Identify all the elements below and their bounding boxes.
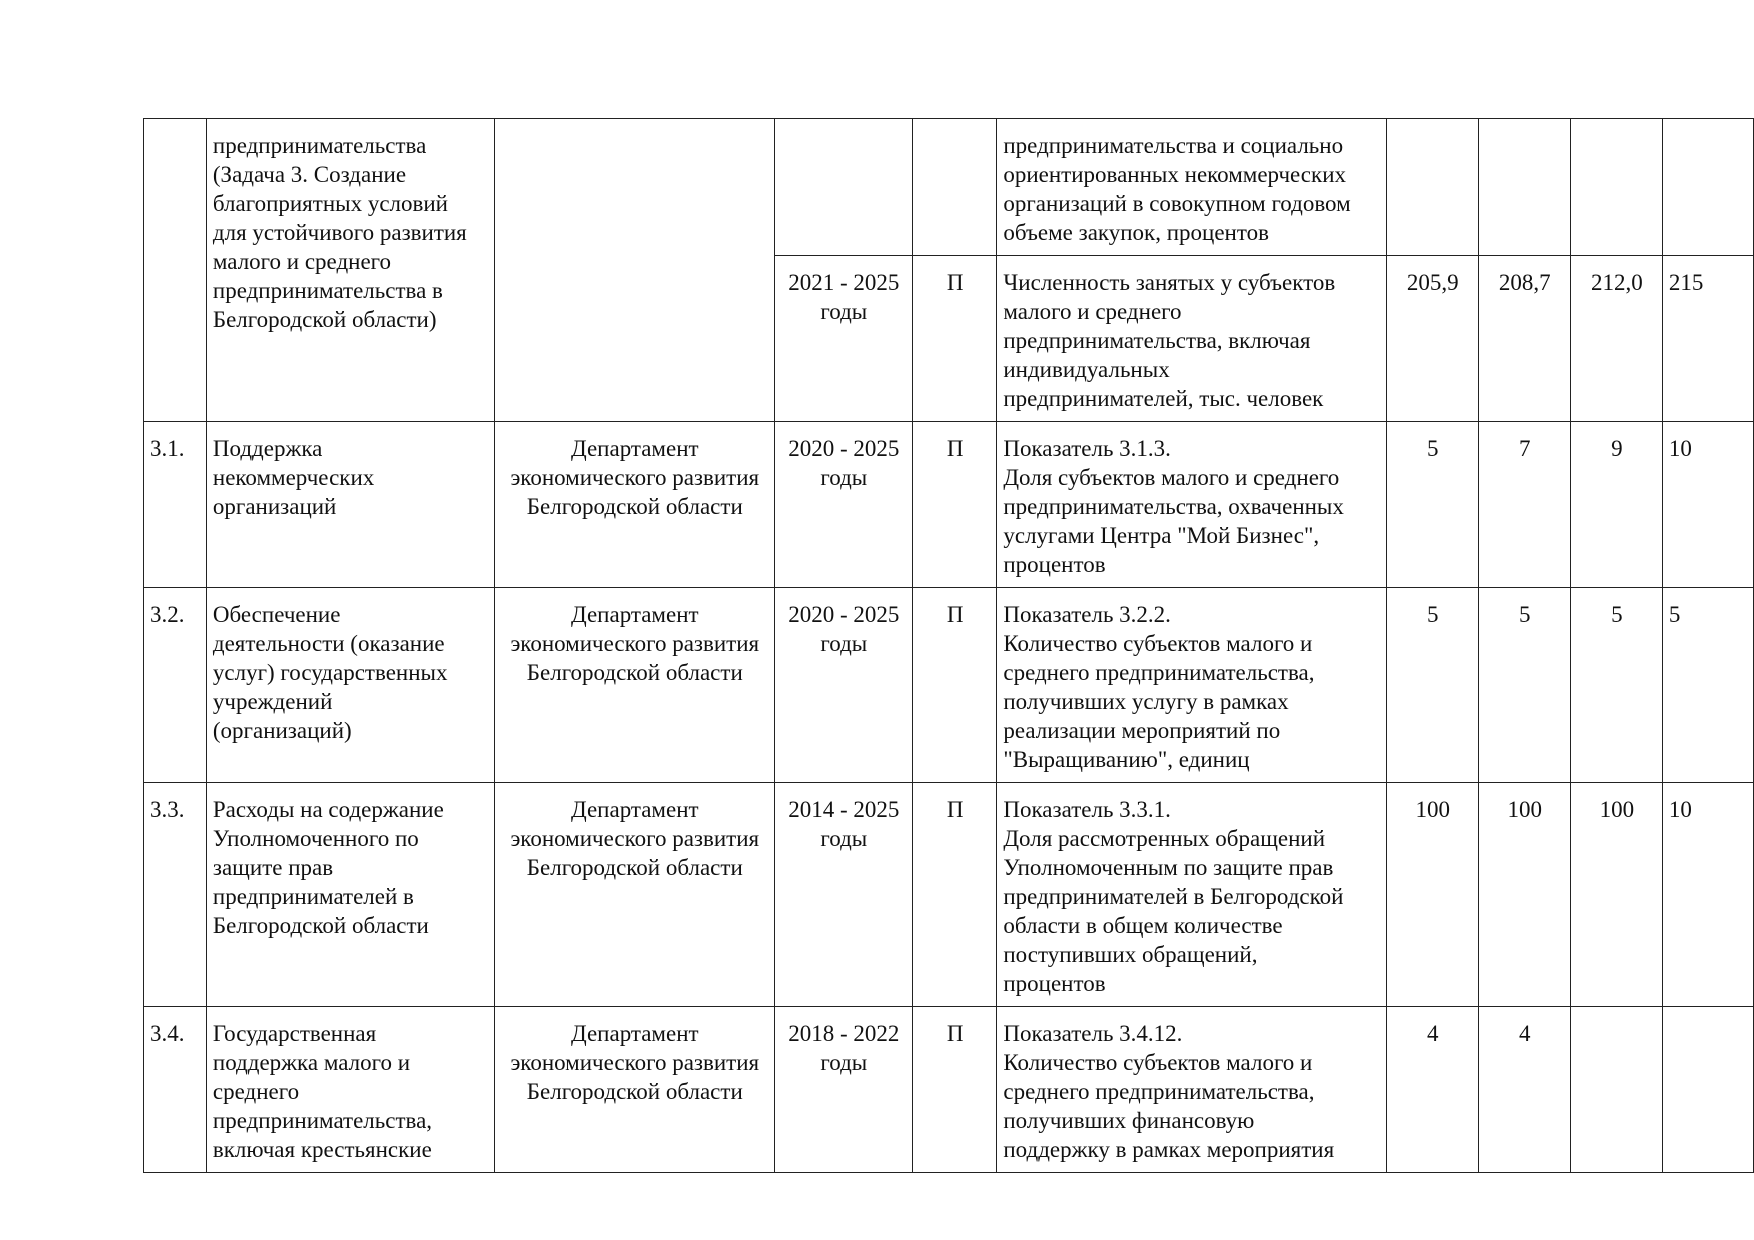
cell-period: 2014 - 2025 годы: [774, 783, 913, 1007]
cell-period: 2021 - 2025 годы: [774, 256, 913, 422]
cell-name: предпринимательства (Задача 3. Создание благоприятных условий для устойчивого развития малого и среднего предпринимательства в Белгородской области): [206, 119, 494, 422]
cell-value: 205,9: [1386, 256, 1478, 422]
cell-period: 2018 - 2022 годы: [774, 1007, 913, 1173]
cell-value: 5: [1478, 588, 1570, 783]
cell-value: 208,7: [1478, 256, 1570, 422]
cell-value: 215: [1662, 256, 1753, 422]
cell-value: 10: [1662, 783, 1753, 1007]
table-row: [144, 588, 1754, 783]
cell-value: 4: [1478, 1007, 1570, 1173]
cell-name: Обеспечение деятельности (оказание услуг) государственных учреждений (организаций): [206, 588, 494, 783]
cell-indicator: предпринимательства и социально ориентированных некоммерческих организаций в совокупном годовом объеме закупок, процентов: [997, 119, 1386, 256]
cell-indicator: Показатель 3.1.3. Доля субъектов малого и среднего предпринимательства, охваченных услугами Центра "Мой Бизнес", процентов: [997, 422, 1386, 588]
cell-period: 2020 - 2025 годы: [774, 588, 913, 783]
table-row-continuation: [144, 119, 1754, 256]
cell-type: П: [913, 422, 997, 588]
cell-value: 5: [1386, 588, 1478, 783]
table-row: [144, 1007, 1754, 1173]
cell-value: 10: [1662, 422, 1753, 588]
table-row: [144, 422, 1754, 588]
cell-period: [774, 119, 913, 256]
cell-value: 212,0: [1570, 256, 1662, 422]
cell-dept: Департамент экономического развития Белгородской области: [495, 588, 774, 783]
cell-value: 7: [1478, 422, 1570, 588]
cell-name: Государственная поддержка малого и среднего предпринимательства, включая крестьянские: [206, 1007, 494, 1173]
cell-type: П: [913, 588, 997, 783]
cell-indicator: Численность занятых у субъектов малого и среднего предпринимательства, включая индивидуальных предпринимателей, тыс. человек: [997, 256, 1386, 422]
table-row: [144, 783, 1754, 1007]
cell-value: [1570, 119, 1662, 256]
cell-indicator: Показатель 3.4.12. Количество субъектов малого и среднего предпринимательства, получивших финансовую поддержку в рамках мероприятия: [997, 1007, 1386, 1173]
cell-type: П: [913, 1007, 997, 1173]
cell-num: 3.1.: [144, 422, 207, 588]
cell-value: [1478, 119, 1570, 256]
cell-value: 4: [1386, 1007, 1478, 1173]
cell-indicator: Показатель 3.2.2. Количество субъектов малого и среднего предпринимательства, получивших услугу в рамках реализации мероприятий по "Выращиванию", единиц: [997, 588, 1386, 783]
cell-dept: Департамент экономического развития Белгородской области: [495, 1007, 774, 1173]
cell-name: Расходы на содержание Уполномоченного по защите прав предпринимателей в Белгородской области: [206, 783, 494, 1007]
cell-dept: Департамент экономического развития Белгородской области: [495, 783, 774, 1007]
cell-value: 100: [1386, 783, 1478, 1007]
cell-value: [1570, 1007, 1662, 1173]
cell-name: Поддержка некоммерческих организаций: [206, 422, 494, 588]
program-indicators-table: [143, 118, 1754, 1173]
cell-indicator: Показатель 3.3.1. Доля рассмотренных обращений Уполномоченным по защите прав предпринимателей в Белгородской области в общем количестве поступивших обращений, процентов: [997, 783, 1386, 1007]
cell-dept: Департамент экономического развития Белгородской области: [495, 422, 774, 588]
cell-value: [1386, 119, 1478, 256]
cell-type: П: [913, 256, 997, 422]
cell-num: [144, 119, 207, 422]
cell-num: 3.3.: [144, 783, 207, 1007]
cell-period: 2020 - 2025 годы: [774, 422, 913, 588]
cell-value: 5: [1386, 422, 1478, 588]
cell-value: 9: [1570, 422, 1662, 588]
cell-value: 100: [1570, 783, 1662, 1007]
cell-value: 5: [1570, 588, 1662, 783]
cell-num: 3.4.: [144, 1007, 207, 1173]
cell-value: [1662, 1007, 1753, 1173]
cell-type: П: [913, 783, 997, 1007]
cell-value: [1662, 119, 1753, 256]
cell-type: [913, 119, 997, 256]
cell-num: 3.2.: [144, 588, 207, 783]
cell-dept: [495, 119, 774, 422]
cell-value: 100: [1478, 783, 1570, 1007]
cell-value: 5: [1662, 588, 1753, 783]
